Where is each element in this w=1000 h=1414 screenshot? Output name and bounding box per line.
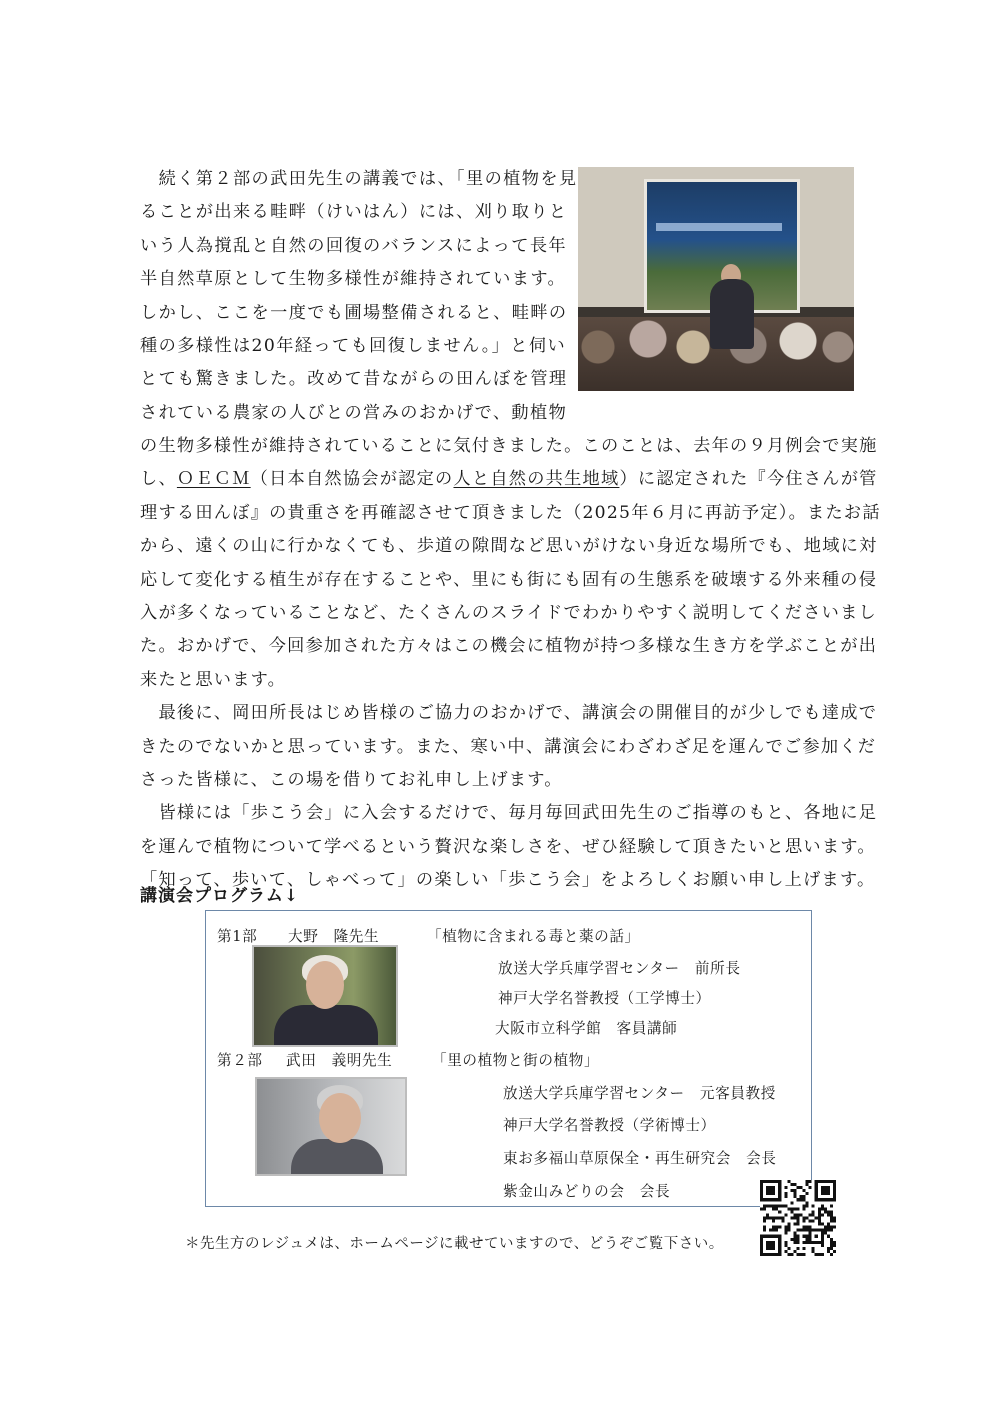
part1-speaker: 大野 隆先生 bbox=[288, 928, 380, 945]
coexistence-area-link[interactable]: 人と自然の共生地域 bbox=[453, 469, 620, 490]
part2-role: 放送大学兵庫学習センター 元客員教授 bbox=[503, 1085, 776, 1102]
text-line: しかし、ここを一度でも圃場整備されると、畦畔の bbox=[140, 302, 568, 323]
part1-title: 「植物に含まれる毒と薬の話」 bbox=[427, 928, 640, 945]
part2-role: 神戸大学名誉教授（学術博士） bbox=[503, 1117, 716, 1134]
part1-role: 大阪市立科学館 客員講師 bbox=[495, 1020, 678, 1037]
text-line: 続く第２部の武田先生の講義では、「里の植物を見 bbox=[140, 169, 578, 189]
oecm-link[interactable]: ＯＥＣＭ bbox=[176, 469, 251, 490]
part2-title: 「里の植物と街の植物」 bbox=[432, 1052, 600, 1069]
text-line: いう人為撹乱と自然の回復のバランスによって長年 bbox=[140, 235, 567, 256]
lecture-photo bbox=[578, 167, 854, 391]
text-line: 「知って、歩いて、しゃべって」の楽しい「歩こう会」をよろしくお願い申し上げます。 bbox=[140, 870, 876, 891]
text-line: とても驚きました。改めて昔ながらの田んぼを管理 bbox=[140, 369, 568, 390]
text-line: を運んで植物について学べるという贅沢な楽しさを、ぜひ経験して頂きたいと思います。 bbox=[140, 836, 876, 857]
text-line: 理する田んぼ』の貴重さを再確認させて頂きました（2025年６月に再訪予定）。またお話 bbox=[140, 502, 881, 523]
text-line: 半自然草原として生物多様性が維持されています。 bbox=[140, 269, 567, 290]
text-line: ることが出来る畦畔（けいはん）には、刈り取りと bbox=[140, 202, 568, 223]
qr-code-icon[interactable] bbox=[760, 1180, 836, 1256]
text-line: さった皆様に、この場を借りてお礼申し上げます。 bbox=[140, 769, 563, 790]
intro-paragraph bbox=[140, 163, 578, 430]
speaker2-portrait bbox=[255, 1077, 407, 1176]
part1-role: 放送大学兵庫学習センター 前所長 bbox=[498, 960, 741, 977]
part1-role: 神戸大学名誉教授（工学博士） bbox=[498, 990, 711, 1007]
text-line: 種の多様性は20年経っても回復しません。」と伺い bbox=[140, 335, 567, 356]
part2-label: 第２部 bbox=[217, 1052, 263, 1069]
part1-label: 第1部 bbox=[217, 928, 258, 945]
part2-role: 東お多福山草原保全・再生研究会 会長 bbox=[503, 1150, 777, 1167]
text-line: から、遠くの山に行かなくても、歩道の隙間など思いがけない身近な場所でも、地域に対 bbox=[140, 536, 878, 557]
body-paragraph bbox=[140, 430, 881, 897]
text-line: の生物多様性が維持されていることに気付きました。このことは、去年の９月例会で実施 bbox=[140, 436, 878, 456]
speaker1-portrait bbox=[252, 945, 398, 1047]
text-line: 応して変化する植生が存在することや、里にも街にも固有の生態系を破壊する外来種の侵 bbox=[140, 569, 878, 590]
text-line: されている農家の人びとの営みのおかげで、動植物 bbox=[140, 402, 568, 423]
program-heading: 講演会プログラム↓ bbox=[140, 886, 300, 906]
text-line: し、ＯＥＣＭ（日本自然協会が認定の人と自然の共生地域）に認定された『今住さんが管 bbox=[140, 469, 878, 490]
text-line: た。おかげで、今回参加された方々はこの機会に植物が持つ多様な生き方を学ぶことが出 bbox=[140, 636, 878, 657]
part2-speaker: 武田 義明先生 bbox=[286, 1052, 393, 1069]
text-line: 来たと思います。 bbox=[140, 669, 287, 690]
text-line: 最後に、岡田所長はじめ皆様のご協力のおかげで、講演会の開催目的が少しでも達成で bbox=[140, 703, 878, 724]
footnote: ＊先生方のレジュメは、ホームページに載せていますので、どうぞご覧下さい。 bbox=[185, 1236, 724, 1252]
part2-role: 紫金山みどりの会 会長 bbox=[503, 1183, 671, 1200]
text-line: 入が多くなっていることなど、たくさんのスライドでわかりやすく説明してくださいまし bbox=[140, 602, 877, 623]
text-line: きたのでないかと思っています。また、寒い中、講演会にわざわざ足を運んでご参加くだ bbox=[140, 736, 877, 757]
text-line: 皆様には「歩こう会」に入会するだけで、毎月毎回武田先生のご指導のもと、各地に足 bbox=[140, 803, 878, 824]
